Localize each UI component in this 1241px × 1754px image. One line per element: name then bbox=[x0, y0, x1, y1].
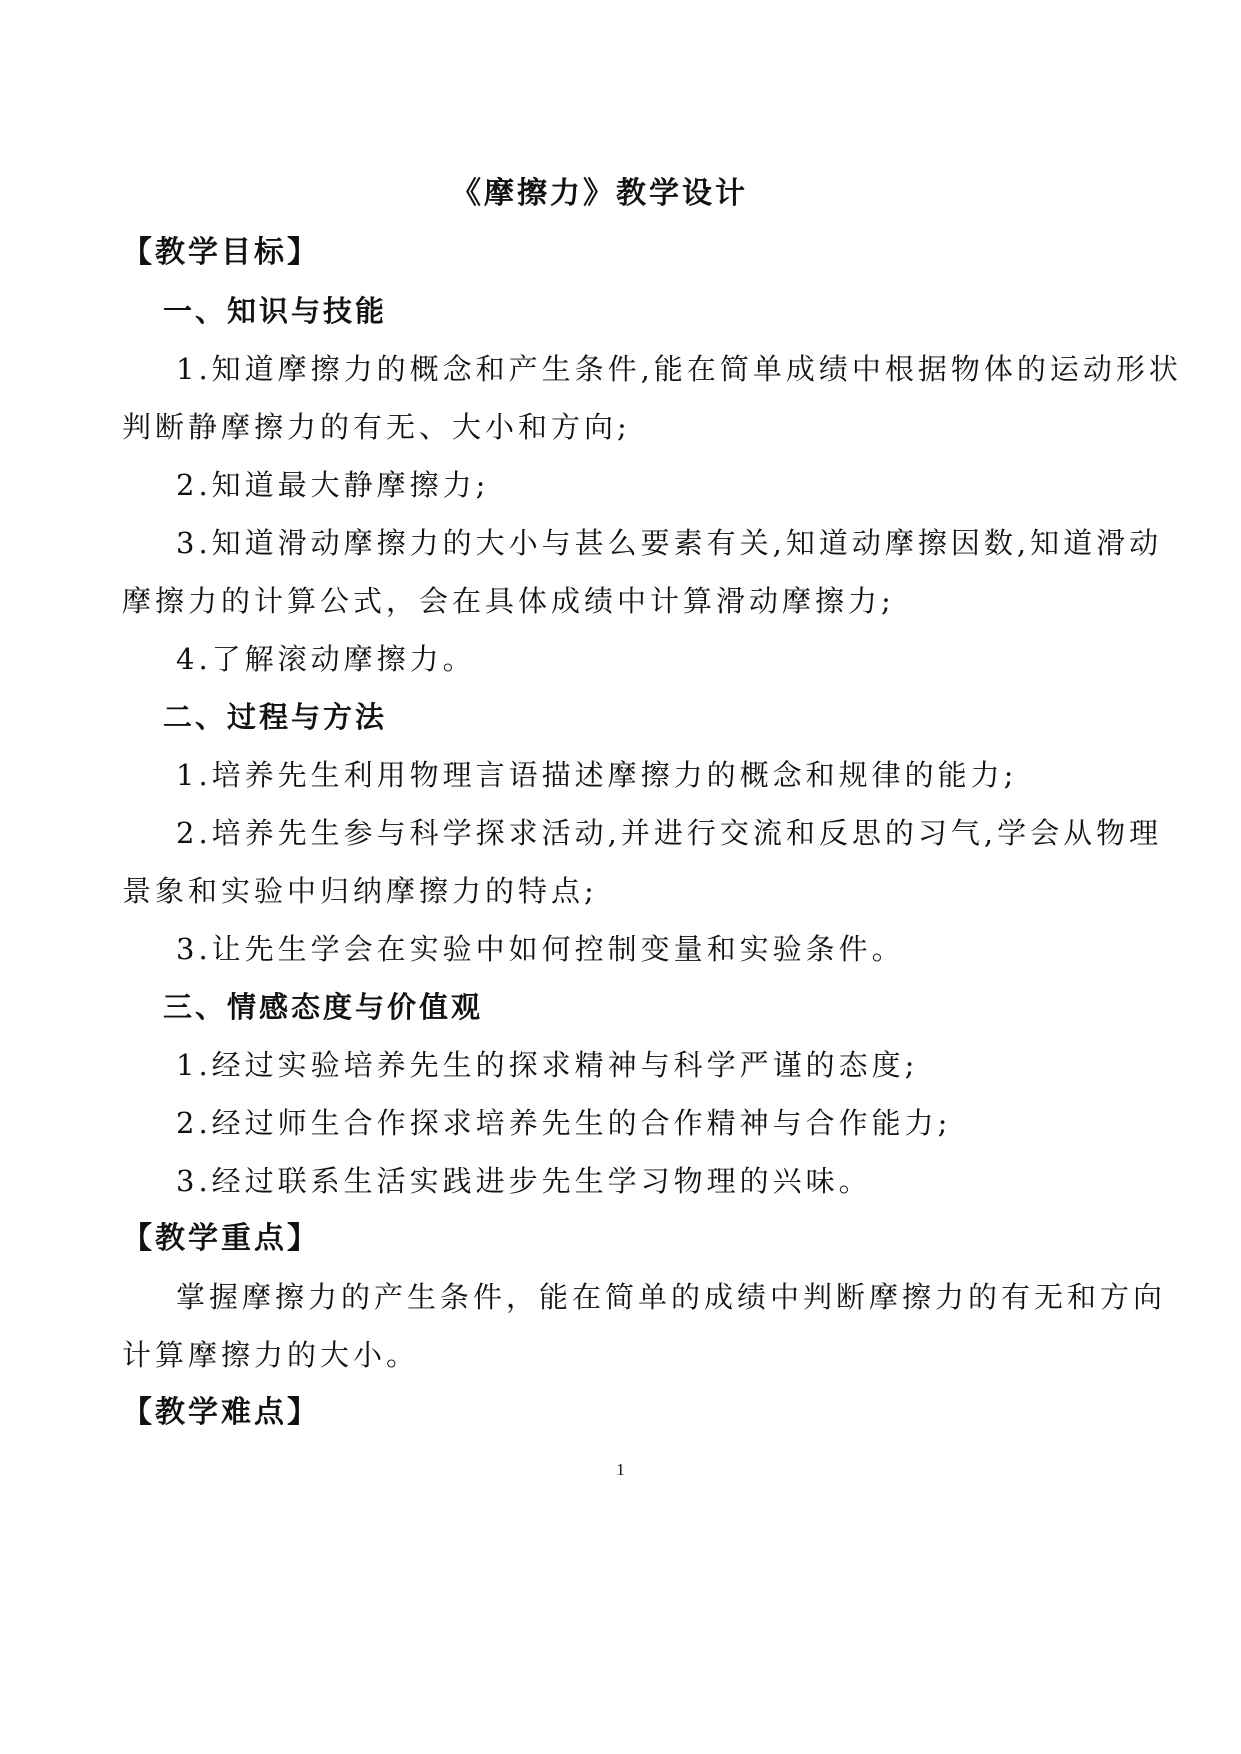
paragraph-line: 3.经过联系生活实践进步先生学习物理的兴味。 bbox=[176, 1164, 872, 1198]
section-heading-goals: 【教学目标】 bbox=[122, 235, 320, 270]
paragraph-line: 1.经过实验培养先生的探求精神与科学严谨的态度; bbox=[176, 1048, 919, 1082]
paragraph-line: 摩擦力的计算公式，会在具体成绩中计算滑动摩擦力; bbox=[122, 584, 895, 618]
paragraph-line: 判断静摩擦力的有无、大小和方向; bbox=[122, 410, 631, 444]
paragraph-line: 2.培养先生参与科学探求活动,并进行交流和反思的习气,学会从物理 bbox=[176, 816, 1163, 850]
subheading-knowledge: 一、知识与技能 bbox=[163, 294, 388, 328]
document-title: 《摩擦力》教学设计 bbox=[451, 176, 748, 211]
subheading-process: 二、过程与方法 bbox=[163, 700, 388, 734]
paragraph-line: 计算摩擦力的大小。 bbox=[122, 1338, 420, 1372]
paragraph-line: 景象和实验中归纳摩擦力的特点; bbox=[122, 874, 598, 908]
paragraph-line: 3.知道滑动摩擦力的大小与甚么要素有关,知道动摩擦因数,知道滑动 bbox=[176, 526, 1163, 560]
paragraph-line: 2.知道最大静摩擦力; bbox=[176, 468, 490, 502]
subheading-emotion: 三、情感态度与价值观 bbox=[163, 990, 484, 1024]
paragraph-line: 2.经过师生合作探求培养先生的合作精神与合作能力; bbox=[176, 1106, 952, 1140]
paragraph-line: 1.培养先生利用物理言语描述摩擦力的概念和规律的能力; bbox=[176, 758, 1018, 792]
paragraph-line: 1.知道摩擦力的概念和产生条件,能在简单成绩中根据物体的运动形状 bbox=[176, 352, 1182, 386]
paragraph-line: 3.让先生学会在实验中如何控制变量和实验条件。 bbox=[176, 932, 905, 966]
page-number: 1 bbox=[616, 1460, 625, 1479]
paragraph-line: 4.了解滚动摩擦力。 bbox=[176, 642, 476, 676]
paragraph-line: 掌握摩擦力的产生条件，能在简单的成绩中判断摩擦力的有无和方向 bbox=[176, 1280, 1167, 1314]
section-heading-difficulties: 【教学难点】 bbox=[122, 1395, 320, 1430]
section-heading-key-points: 【教学重点】 bbox=[122, 1221, 320, 1256]
